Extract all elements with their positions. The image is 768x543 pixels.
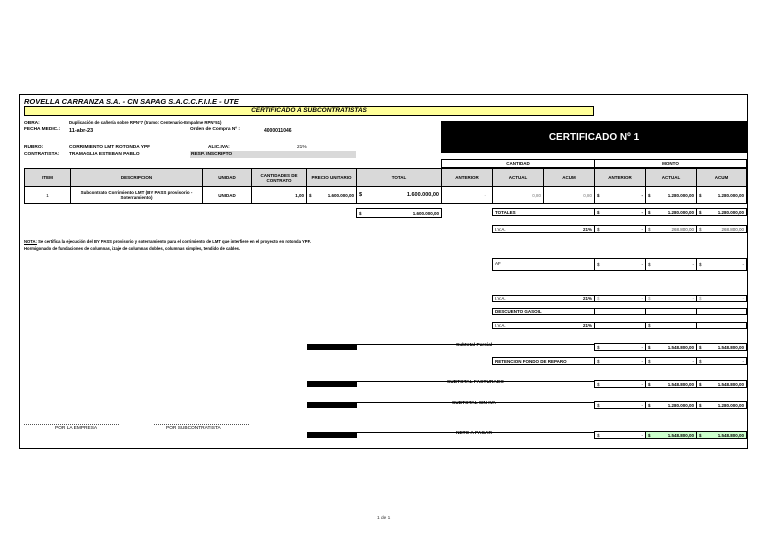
- page-number: 1 de 1: [377, 516, 391, 521]
- row-descripcion: Subcontrato Corrimiento LMT (BY PASS provisorio - Soterramiento): [70, 186, 203, 204]
- af-actual: $ -: [645, 258, 697, 271]
- group-cantidad: CANTIDAD: [441, 159, 595, 168]
- signature-line-empresa: [24, 424, 119, 425]
- af-anterior: $ -: [594, 258, 646, 271]
- contratista-value: TRAMAGLIA ESTEBAN PABLO: [69, 152, 140, 157]
- subparcial-actual: $ 1.548.800,00: [645, 343, 697, 351]
- iva2-label: I.V.A. 21%: [492, 295, 595, 302]
- neto-anterior: $ -: [594, 431, 646, 439]
- iva-actual: $ 268.800,00: [645, 225, 697, 233]
- neto-label: NETO A PAGAR: [456, 431, 492, 436]
- signature-empresa: POR LA EMPRESA: [55, 426, 98, 431]
- subparcial-anterior: $ -: [594, 343, 646, 351]
- obra-label: OBRA:: [24, 121, 40, 126]
- facturado-acum: $ 1.548.800,00: [696, 380, 747, 388]
- iva3-actual: $: [645, 322, 697, 329]
- iva-label: I.V.A. 21%: [492, 225, 595, 233]
- neto-actual: $ 1.548.800,00: [645, 431, 697, 439]
- black-bar-1: [307, 344, 357, 350]
- fecha-value: 11-abr-23: [69, 128, 94, 134]
- row-cant-anterior: -: [441, 186, 493, 204]
- resp-inscripto: RESP. INSCRIPTO: [190, 151, 356, 158]
- row-total: $ 1.600.000,00: [356, 186, 442, 204]
- retencion-acum: $ -: [696, 357, 747, 365]
- note-label: NOTA:: [24, 239, 37, 244]
- retencion-label: RETENCION FONDO DE REPARO: [492, 357, 595, 365]
- sin-iva-anterior: $ -: [594, 401, 646, 409]
- af-acum: $ -: [696, 258, 747, 271]
- col-cant-anterior: ANTERIOR: [441, 168, 493, 187]
- col-total: TOTAL: [356, 168, 442, 187]
- descuento-anterior: [594, 308, 646, 315]
- group-monto: MONTO: [594, 159, 747, 168]
- totales-label: TOTALES: [492, 208, 595, 216]
- col-cant-acum: ACUM: [543, 168, 595, 187]
- row-precio: $ 1.600.000,00: [306, 186, 357, 204]
- alic-value: 21%: [297, 145, 307, 150]
- rubro-value: CORRIMIENTO LMT ROTONDA YPF: [69, 145, 151, 150]
- signature-subcontratista: POR SUBCONTRATISTA: [166, 426, 221, 431]
- iva2-acum: $ -: [696, 295, 747, 302]
- alic-label: ALIC.IVA:: [208, 145, 230, 150]
- col-monto-acum: ACUM: [696, 168, 747, 187]
- descuento-acum: [696, 308, 747, 315]
- iva2-actual: $ -: [645, 295, 697, 302]
- row-cant-actual: 0,80: [492, 186, 544, 204]
- descuento-label: DESCUENTO GASOIL: [492, 308, 595, 315]
- totales-actual: $ 1.280.000,00: [645, 208, 697, 216]
- col-unidad: UNIDAD: [202, 168, 252, 187]
- subtotal-facturado-label: SUBTOTAL FACTURADO: [447, 380, 505, 385]
- row-unidad: UNIDAD: [202, 186, 252, 204]
- subtotal-sin-iva-label: SUBTOTAL SIN IVA: [452, 401, 496, 406]
- subparcial-acum: $ 1.548.800,00: [696, 343, 747, 351]
- iva2-anterior: $ -: [594, 295, 646, 302]
- note-text-1: Se certifica la ejecución del BY PASS provisorio y soterramiento para el corrimiento de LMT que interfiere en el proyecto en rotonda YPF.: [36, 239, 311, 244]
- note: [24, 239, 311, 244]
- col-monto-anterior: ANTERIOR: [594, 168, 646, 187]
- iva-acum: $ 268.800,00: [696, 225, 747, 233]
- descuento-actual: [645, 308, 697, 315]
- subtotal-parcial-label: Subtotal Parcial: [456, 343, 493, 348]
- orden-label: Orden de Compra Nº :: [190, 127, 240, 132]
- retencion-anterior: $ -: [594, 357, 646, 365]
- af-label: AF: [492, 258, 595, 271]
- contratista-label: CONTRATISTA:: [24, 152, 60, 157]
- col-cant-actual: ACTUAL: [492, 168, 544, 187]
- iva3-anterior: [594, 322, 646, 329]
- note-text-2: Hormigonado de fundaciones de columnas, izaje de columnas dobles, columnas simples, tendido de cables.: [24, 246, 241, 251]
- sin-iva-actual: $ 1.280.000,00: [645, 401, 697, 409]
- col-cantidades: CANTIDADES DE CONTRATO: [251, 168, 307, 187]
- iva-anterior: $ -: [594, 225, 646, 233]
- company-name: ROVELLA CARRANZA S.A. - CN SAPAG S.A.C.C.F.I.I.E - UTE: [24, 97, 239, 106]
- row-monto-anterior: $ -: [594, 186, 646, 204]
- black-bar-2: [307, 381, 357, 387]
- obra-value: Duplicación de cañería sobre RPN°7 (tramo: Centenario-Empalme RPN°51): [69, 120, 222, 125]
- certificate-number: CERTIFICADO Nº 1: [441, 121, 747, 153]
- col-monto-actual: ACTUAL: [645, 168, 697, 187]
- rubro-label: RUBRO:: [24, 145, 44, 150]
- col-precio: PRECIO UNITARIO: [306, 168, 357, 187]
- totales-anterior: $ -: [594, 208, 646, 216]
- totales-acum: $ 1.280.000,00: [696, 208, 747, 216]
- row-monto-actual: $ 1.280.000,00: [645, 186, 697, 204]
- facturado-anterior: $ -: [594, 380, 646, 388]
- row-cantidad: 1,00: [251, 186, 307, 204]
- retencion-actual: $ -: [645, 357, 697, 365]
- black-bar-3: [307, 402, 357, 408]
- col-item: ITEM: [24, 168, 71, 187]
- col-descripcion: DESCRIPCION: [70, 168, 203, 187]
- black-bar-4: [307, 432, 357, 438]
- iva3-acum: [696, 322, 747, 329]
- document-title: CERTIFICADO A SUBCONTRATISTAS: [24, 106, 594, 116]
- grand-total: $ 1.600.000,00: [356, 208, 442, 218]
- sin-iva-acum: $ 1.280.000,00: [696, 401, 747, 409]
- fecha-label: FECHA MEDIC.:: [24, 127, 61, 132]
- row-cant-acum: 0,80: [543, 186, 595, 204]
- row-item: 1: [24, 186, 71, 204]
- orden-value: 4000011046: [264, 128, 292, 134]
- neto-acum: $ 1.548.800,00: [696, 431, 747, 439]
- signature-line-subcontratista: [154, 424, 249, 425]
- iva3-label: I.V.A. 21%: [492, 322, 595, 329]
- row-monto-acum: $ 1.280.000,00: [696, 186, 747, 204]
- facturado-actual: $ 1.548.800,00: [645, 380, 697, 388]
